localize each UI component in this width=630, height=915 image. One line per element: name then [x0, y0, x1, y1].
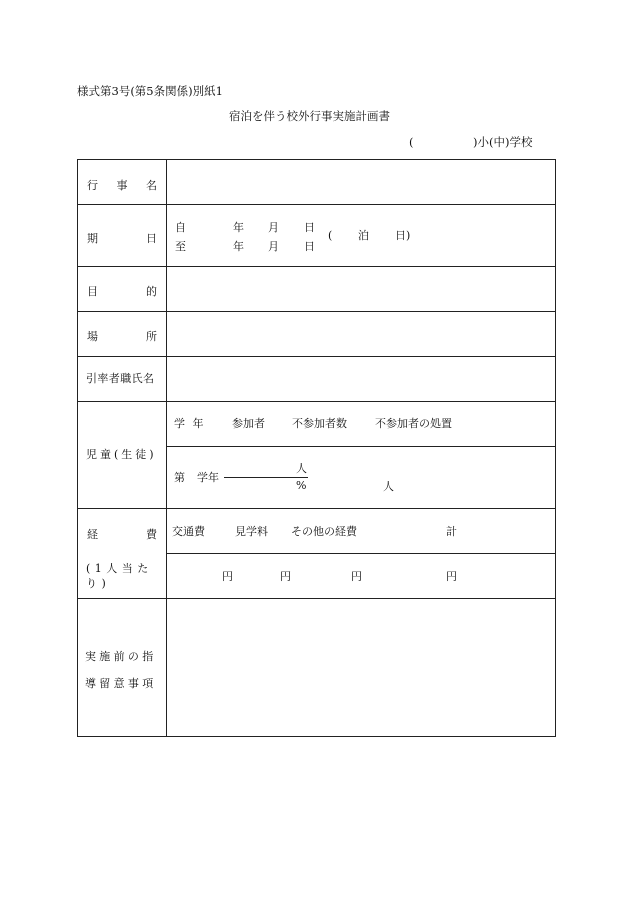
total-yen: 円: [446, 570, 457, 583]
event-name-label: [78, 177, 166, 193]
plan-form-table: [77, 159, 556, 737]
guidance-label-line1: 実施前の指: [85, 650, 157, 663]
period-from-month: 月: [268, 221, 279, 234]
place-field[interactable]: [167, 312, 555, 355]
tour-fee-label: 見学料: [235, 525, 268, 538]
label-char: 名: [146, 179, 157, 192]
stay-days: 日): [395, 229, 411, 242]
participant-count-unit: 人: [296, 462, 307, 475]
stay-paren-open: (: [328, 229, 333, 242]
label-char: 場: [87, 330, 98, 343]
other-expenses-yen: 円: [351, 570, 362, 583]
school-name-suffix: )小(中)学校: [473, 135, 533, 149]
period-to-year: 年: [233, 240, 244, 253]
period-from-year: 年: [233, 221, 244, 234]
label-char: 費: [146, 528, 157, 541]
purpose-field[interactable]: [167, 267, 555, 310]
tour-fee-yen: 円: [280, 570, 291, 583]
row-divider: [78, 204, 555, 205]
period-from: 自: [175, 221, 186, 234]
row-divider: [78, 401, 555, 402]
students-subrow-divider: [166, 446, 555, 447]
place-label: [78, 328, 166, 344]
transport-yen: 円: [222, 570, 233, 583]
label-char: 行: [87, 179, 98, 192]
expenses-per-person-label: (1人当たり): [86, 562, 153, 591]
expenses-subrow-divider: [166, 553, 555, 554]
expenses-label: [78, 526, 166, 542]
label-char: 経: [87, 528, 98, 541]
nonparticipant-count-unit: 人: [383, 480, 394, 493]
form-number: 様式第3号(第5条関係)別紙1: [77, 84, 223, 98]
participant-percent-unit: %: [296, 479, 307, 492]
col-disposition: 不参加者の処置: [375, 417, 452, 430]
leader-field[interactable]: [167, 357, 555, 400]
period-to: 至: [175, 240, 186, 253]
col-participants: 参加者: [232, 417, 265, 430]
grade-prefix: 第: [174, 471, 185, 484]
label-char: 事: [116, 179, 128, 192]
label-char: 日: [146, 232, 157, 245]
event-name-field[interactable]: [167, 161, 555, 203]
period-from-day: 日: [304, 221, 315, 234]
document-title: 宿泊を伴う校外行事実施計画書: [229, 109, 390, 123]
label-char: 的: [146, 285, 157, 298]
stay-nights: 泊: [358, 229, 369, 242]
other-expenses-label: その他の経費: [291, 525, 357, 538]
label-char: 所: [146, 330, 157, 343]
col-grade: 学 年: [174, 417, 206, 430]
guidance-field[interactable]: [167, 599, 555, 736]
col-nonparticipants: 不参加者数: [292, 417, 347, 430]
grade-suffix: 学年: [197, 471, 219, 484]
leader-label: 引率者職氏名: [86, 372, 155, 385]
transport-cost-label: 交通費: [172, 525, 205, 538]
period-label: [78, 230, 166, 246]
label-char: 目: [87, 285, 98, 298]
row-divider: [78, 508, 555, 509]
guidance-label-line2: 導留意事項: [85, 677, 157, 690]
fraction-line: [224, 477, 308, 478]
period-to-day: 日: [304, 240, 315, 253]
label-char: 期: [87, 232, 98, 245]
students-label: 児童(生徒): [86, 448, 157, 461]
period-to-month: 月: [268, 240, 279, 253]
purpose-label: [78, 283, 166, 299]
total-label: 計: [446, 525, 457, 538]
school-paren-open: (: [409, 135, 414, 149]
